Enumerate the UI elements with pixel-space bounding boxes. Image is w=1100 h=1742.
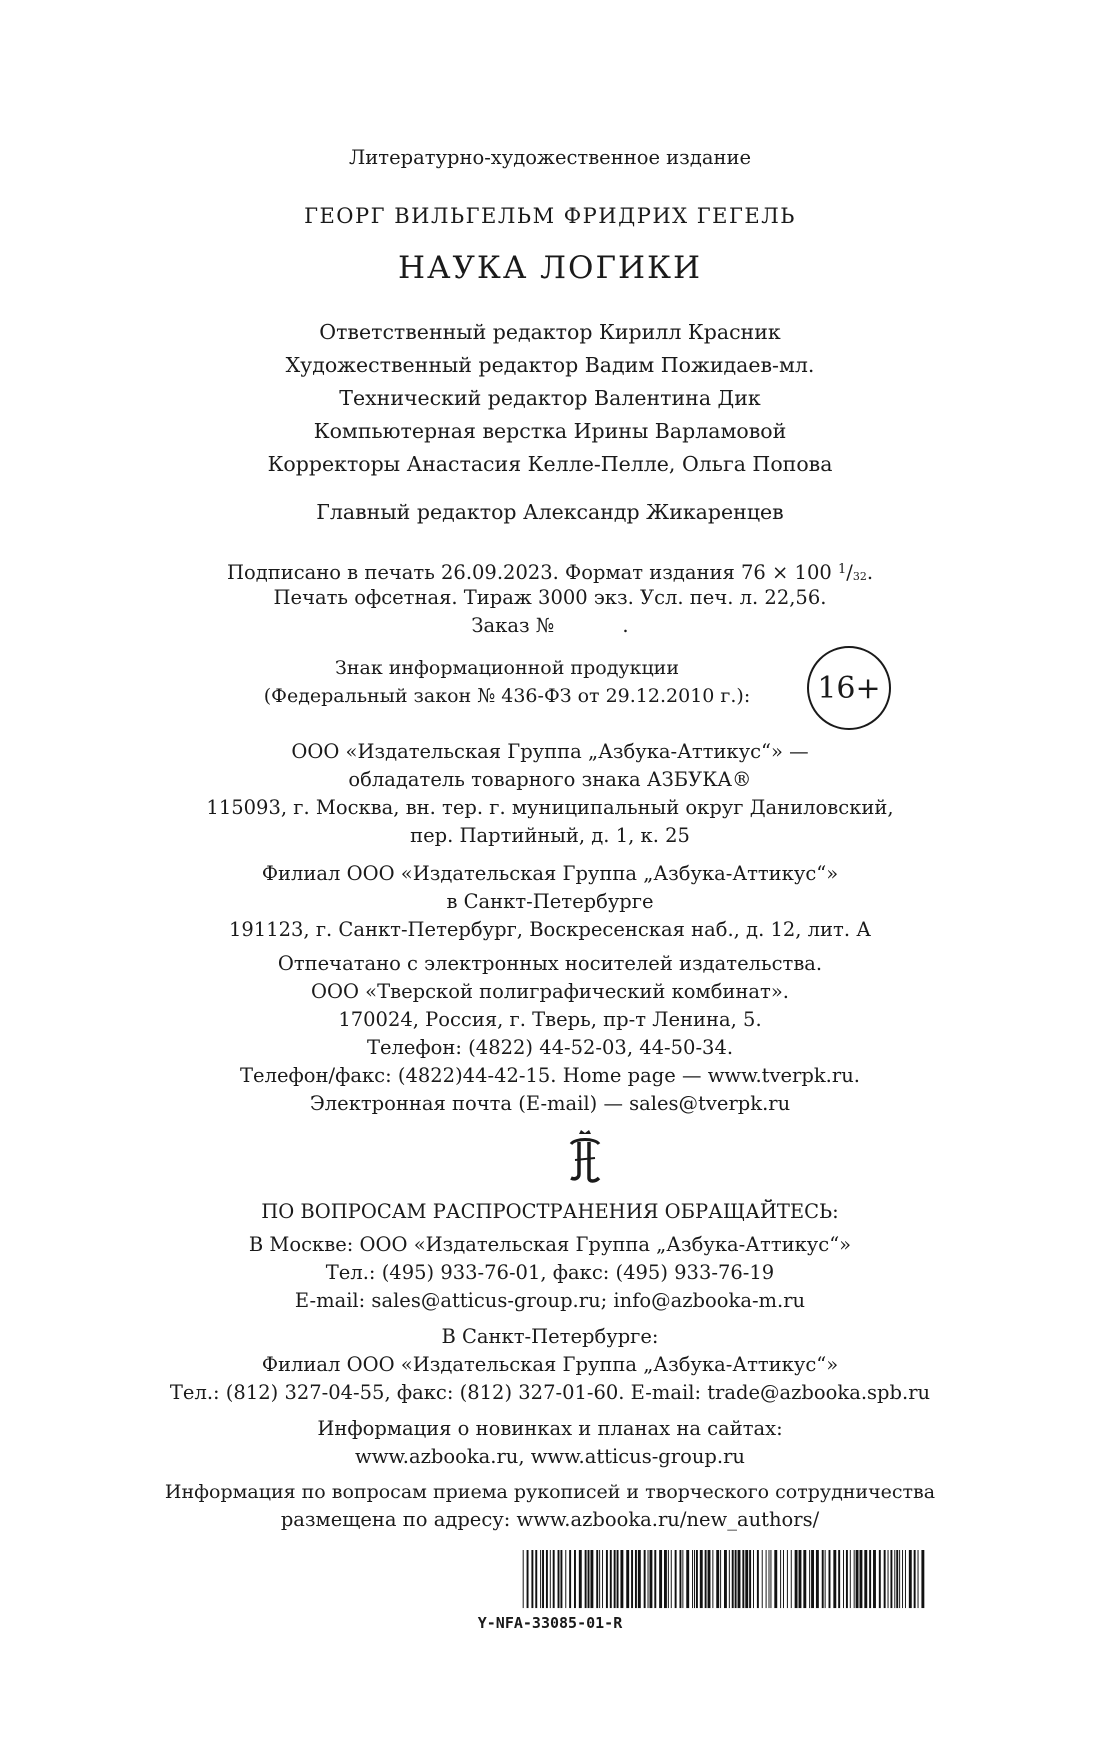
- barcode-bar: [558, 1550, 560, 1608]
- barcode-bar: [565, 1550, 566, 1608]
- barcode-bar: [700, 1550, 703, 1608]
- barcode-bar: [585, 1550, 587, 1608]
- barcode-bar: [884, 1550, 886, 1608]
- barcode-bar: [523, 1550, 524, 1608]
- barcode-bar: [617, 1550, 619, 1608]
- barcode-bar: [720, 1550, 721, 1608]
- barcode-bar: [540, 1550, 541, 1608]
- barcode-bar: [833, 1550, 836, 1608]
- printer-monogram-icon: [565, 1128, 605, 1184]
- printer-line: Отпечатано с электронных носителей издательства.: [277, 952, 823, 975]
- barcode-bar: [712, 1550, 713, 1608]
- credit-line: Технический редактор Валентина Дик: [339, 386, 761, 410]
- barcode-bar: [843, 1550, 844, 1608]
- barcode-bar: [668, 1550, 669, 1608]
- publisher-line: пер. Партийный, д. 1, к. 25: [410, 824, 690, 847]
- barcode-bar: [692, 1550, 693, 1608]
- barcode-bar: [846, 1550, 848, 1608]
- distribution-moscow-line: E-mail: sales@atticus-group.ru; info@azbooka-m.ru: [294, 1289, 806, 1312]
- barcode-bar: [742, 1550, 744, 1608]
- barcode-bar: [829, 1550, 831, 1608]
- barcode-bar: [550, 1550, 551, 1608]
- barcode-bar: [675, 1550, 677, 1608]
- barcode-bar: [729, 1550, 730, 1608]
- barcode-bar: [638, 1550, 641, 1608]
- barcode-bar: [654, 1550, 656, 1608]
- barcode-bar: [631, 1550, 633, 1608]
- barcode-bar: [899, 1550, 900, 1608]
- printer-line: 170024, Россия, г. Тверь, пр-т Ленина, 5.: [338, 1008, 762, 1031]
- barcode-bar: [766, 1550, 767, 1608]
- barcode-bar: [590, 1550, 593, 1608]
- barcode-bar: [896, 1550, 898, 1608]
- barcode-bar: [579, 1550, 582, 1608]
- publisher-line: обладатель товарного знака АЗБУКА®: [348, 768, 752, 791]
- barcode-bar: [599, 1550, 600, 1608]
- barcode-bar: [546, 1550, 548, 1608]
- author-name: ГЕОРГ ВИЛЬГЕЛЬМ ФРИДРИХ ГЕГЕЛЬ: [304, 204, 796, 228]
- barcode-bar: [716, 1550, 719, 1608]
- branch-line: 191123, г. Санкт-Петербург, Воскресенская наб., д. 12, лит. А: [228, 918, 872, 941]
- barcode-bar: [894, 1550, 895, 1608]
- barcode-bar: [635, 1550, 637, 1608]
- barcode-label: Y-NFA-33085-01-R: [477, 1614, 623, 1632]
- barcode-bar: [859, 1550, 862, 1608]
- barcode-bar: [757, 1550, 759, 1608]
- barcode-bar: [553, 1550, 555, 1608]
- barcode-bar: [795, 1550, 798, 1608]
- age-rating-badge: 16+: [807, 646, 891, 730]
- barcode-bar: [783, 1550, 784, 1608]
- barcode-bar: [679, 1550, 681, 1608]
- barcode-bar: [762, 1550, 763, 1608]
- distribution-heading: ПО ВОПРОСАМ РАСПРОСТРАНЕНИЯ ОБРАЩАЙТЕСЬ:: [261, 1200, 839, 1223]
- barcode-bar: [809, 1550, 810, 1608]
- distribution-spb-line: В Санкт-Петербурге:: [441, 1325, 659, 1348]
- barcode-bar: [745, 1550, 748, 1608]
- barcode-bar: [914, 1550, 916, 1608]
- age-rating-label: Знак информационной продукции: [334, 657, 679, 679]
- barcode-bar: [588, 1550, 590, 1608]
- barcode-bar: [888, 1550, 889, 1608]
- printer-line: Телефон/факс: (4822)44-42-15. Home page — www.tverpk.ru.: [240, 1064, 860, 1087]
- barcode-bar: [671, 1550, 672, 1608]
- print-signed-line: Подписано в печать 26.09.2023. Формат издания 76 × 100 $^1$/32.: [226, 561, 874, 584]
- barcode-bar: [909, 1550, 912, 1608]
- barcode-bar: [596, 1550, 598, 1608]
- barcode-bar: [816, 1550, 819, 1608]
- branch-line: в Санкт-Петербурге: [446, 890, 654, 913]
- barcode-bar: [850, 1550, 851, 1608]
- credit-line: Корректоры Анастасия Келле-Пелле, Ольга Попова: [267, 452, 833, 476]
- barcode-bar: [811, 1550, 814, 1608]
- barcode-bar: [873, 1550, 876, 1608]
- distribution-moscow-line: Тел.: (495) 933-76-01, факс: (495) 933-76-19: [325, 1261, 775, 1284]
- printer-line: Электронная почта (E-mail) — sales@tverpk.ru: [309, 1092, 791, 1115]
- barcode-bar: [770, 1550, 771, 1608]
- age-rating-block: [0, 642, 1100, 734]
- sites-line: www.azbooka.ru, www.atticus-group.ru: [355, 1445, 745, 1468]
- credit-line: Художественный редактор Вадим Пожидаев-мл.: [285, 353, 815, 377]
- credit-line: Ответственный редактор Кирилл Красник: [319, 320, 781, 344]
- barcode-bar: [686, 1550, 689, 1608]
- barcode-bar: [648, 1550, 649, 1608]
- barcode-bar: [705, 1550, 707, 1608]
- barcode-bar: [738, 1550, 741, 1608]
- publisher-line: 115093, г. Москва, вн. тер. г. муниципальный округ Даниловский,: [206, 796, 894, 819]
- barcode-bar: [787, 1550, 788, 1608]
- barcode-bar: [869, 1550, 871, 1608]
- barcode-bar: [732, 1550, 734, 1608]
- barcode-bar: [682, 1550, 683, 1608]
- distribution-spb-line: Филиал ООО «Издательская Группа „Азбука-Аттикус“»: [261, 1353, 839, 1376]
- barcode-bar: [769, 1550, 770, 1608]
- book-title: НАУКА ЛОГИКИ: [397, 250, 703, 286]
- branch-line: Филиал ООО «Издательская Группа „Азбука-Аттикус“»: [261, 862, 839, 885]
- barcode-bar: [905, 1550, 906, 1608]
- barcode-bar: [574, 1550, 576, 1608]
- barcode-bar: [696, 1550, 698, 1608]
- barcode-bar: [799, 1550, 802, 1608]
- barcode-bar: [902, 1550, 903, 1608]
- barcode-bar: [879, 1550, 881, 1608]
- barcode-bar: [822, 1550, 824, 1608]
- barcode-bar: [825, 1550, 826, 1608]
- barcode-bar: [856, 1550, 859, 1608]
- barcode-bar: [614, 1550, 616, 1608]
- chief-editor: Главный редактор Александр Жикаренцев: [316, 500, 784, 524]
- printer-line: Телефон: (4822) 44-52-03, 44-50-34.: [366, 1036, 734, 1059]
- barcode-bar: [649, 1550, 652, 1608]
- barcode-bar: [864, 1550, 867, 1608]
- barcode-bar: [531, 1550, 533, 1608]
- barcode-bar: [749, 1550, 751, 1608]
- barcode-bar: [620, 1550, 623, 1608]
- barcode-bar: [708, 1550, 711, 1608]
- barcode-bar: [753, 1550, 754, 1608]
- barcode: [516, 1550, 932, 1610]
- barcode-bar: [724, 1550, 727, 1608]
- barcode-bar: [854, 1550, 855, 1608]
- barcode-bar: [921, 1550, 924, 1608]
- barcode-bar: [803, 1550, 806, 1608]
- barcode-bar: [569, 1550, 571, 1608]
- distribution-moscow-line: В Москве: ООО «Издательская Группа „Азбука-Аттикус“»: [248, 1233, 852, 1256]
- barcode-bar: [560, 1550, 562, 1608]
- barcode-bar: [626, 1550, 629, 1608]
- barcode-bar: [535, 1550, 537, 1608]
- manuscripts-line: размещена по адресу: www.azbooka.ru/new_authors/: [280, 1508, 820, 1531]
- barcode-bar: [659, 1550, 662, 1608]
- barcode-bar: [838, 1550, 840, 1608]
- order-line: Заказ № .: [471, 614, 629, 637]
- barcode-bar: [606, 1550, 608, 1608]
- barcode-bar: [890, 1550, 892, 1608]
- barcode-bar: [780, 1550, 781, 1608]
- barcode-bar: [602, 1550, 603, 1608]
- barcode-bar: [610, 1550, 612, 1608]
- edition-type: Литературно-художественное издание: [349, 146, 751, 169]
- manuscripts-line: Информация по вопросам приема рукописей и творческого сотрудничества: [164, 1481, 936, 1503]
- barcode-bar: [735, 1550, 737, 1608]
- barcode-bar: [774, 1550, 777, 1608]
- credit-line: Компьютерная верстка Ирины Варламовой: [313, 419, 787, 443]
- age-rating-law: (Федеральный закон № 436-ФЗ от 29.12.2010 г.):: [263, 685, 751, 707]
- printer-line: ООО «Тверской полиграфический комбинат».: [311, 980, 789, 1003]
- print-run-line: Печать офсетная. Тираж 3000 экз. Усл. печ. л. 22,56.: [273, 586, 827, 609]
- barcode-bar: [694, 1550, 695, 1608]
- sites-line: Информация о новинках и планах на сайтах:: [317, 1417, 783, 1440]
- barcode-bar: [664, 1550, 667, 1608]
- barcode-bar: [644, 1550, 646, 1608]
- barcode-bar: [791, 1550, 792, 1608]
- barcode-bar: [527, 1550, 529, 1608]
- barcode-bar: [542, 1550, 544, 1608]
- distribution-spb-line: Тел.: (812) 327-04-55, факс: (812) 327-01-60. E-mail: trade@azbooka.spb.ru: [169, 1381, 931, 1404]
- barcode-bar: [918, 1550, 919, 1608]
- publisher-line: ООО «Издательская Группа „Азбука-Аттикус“» —: [291, 740, 809, 763]
